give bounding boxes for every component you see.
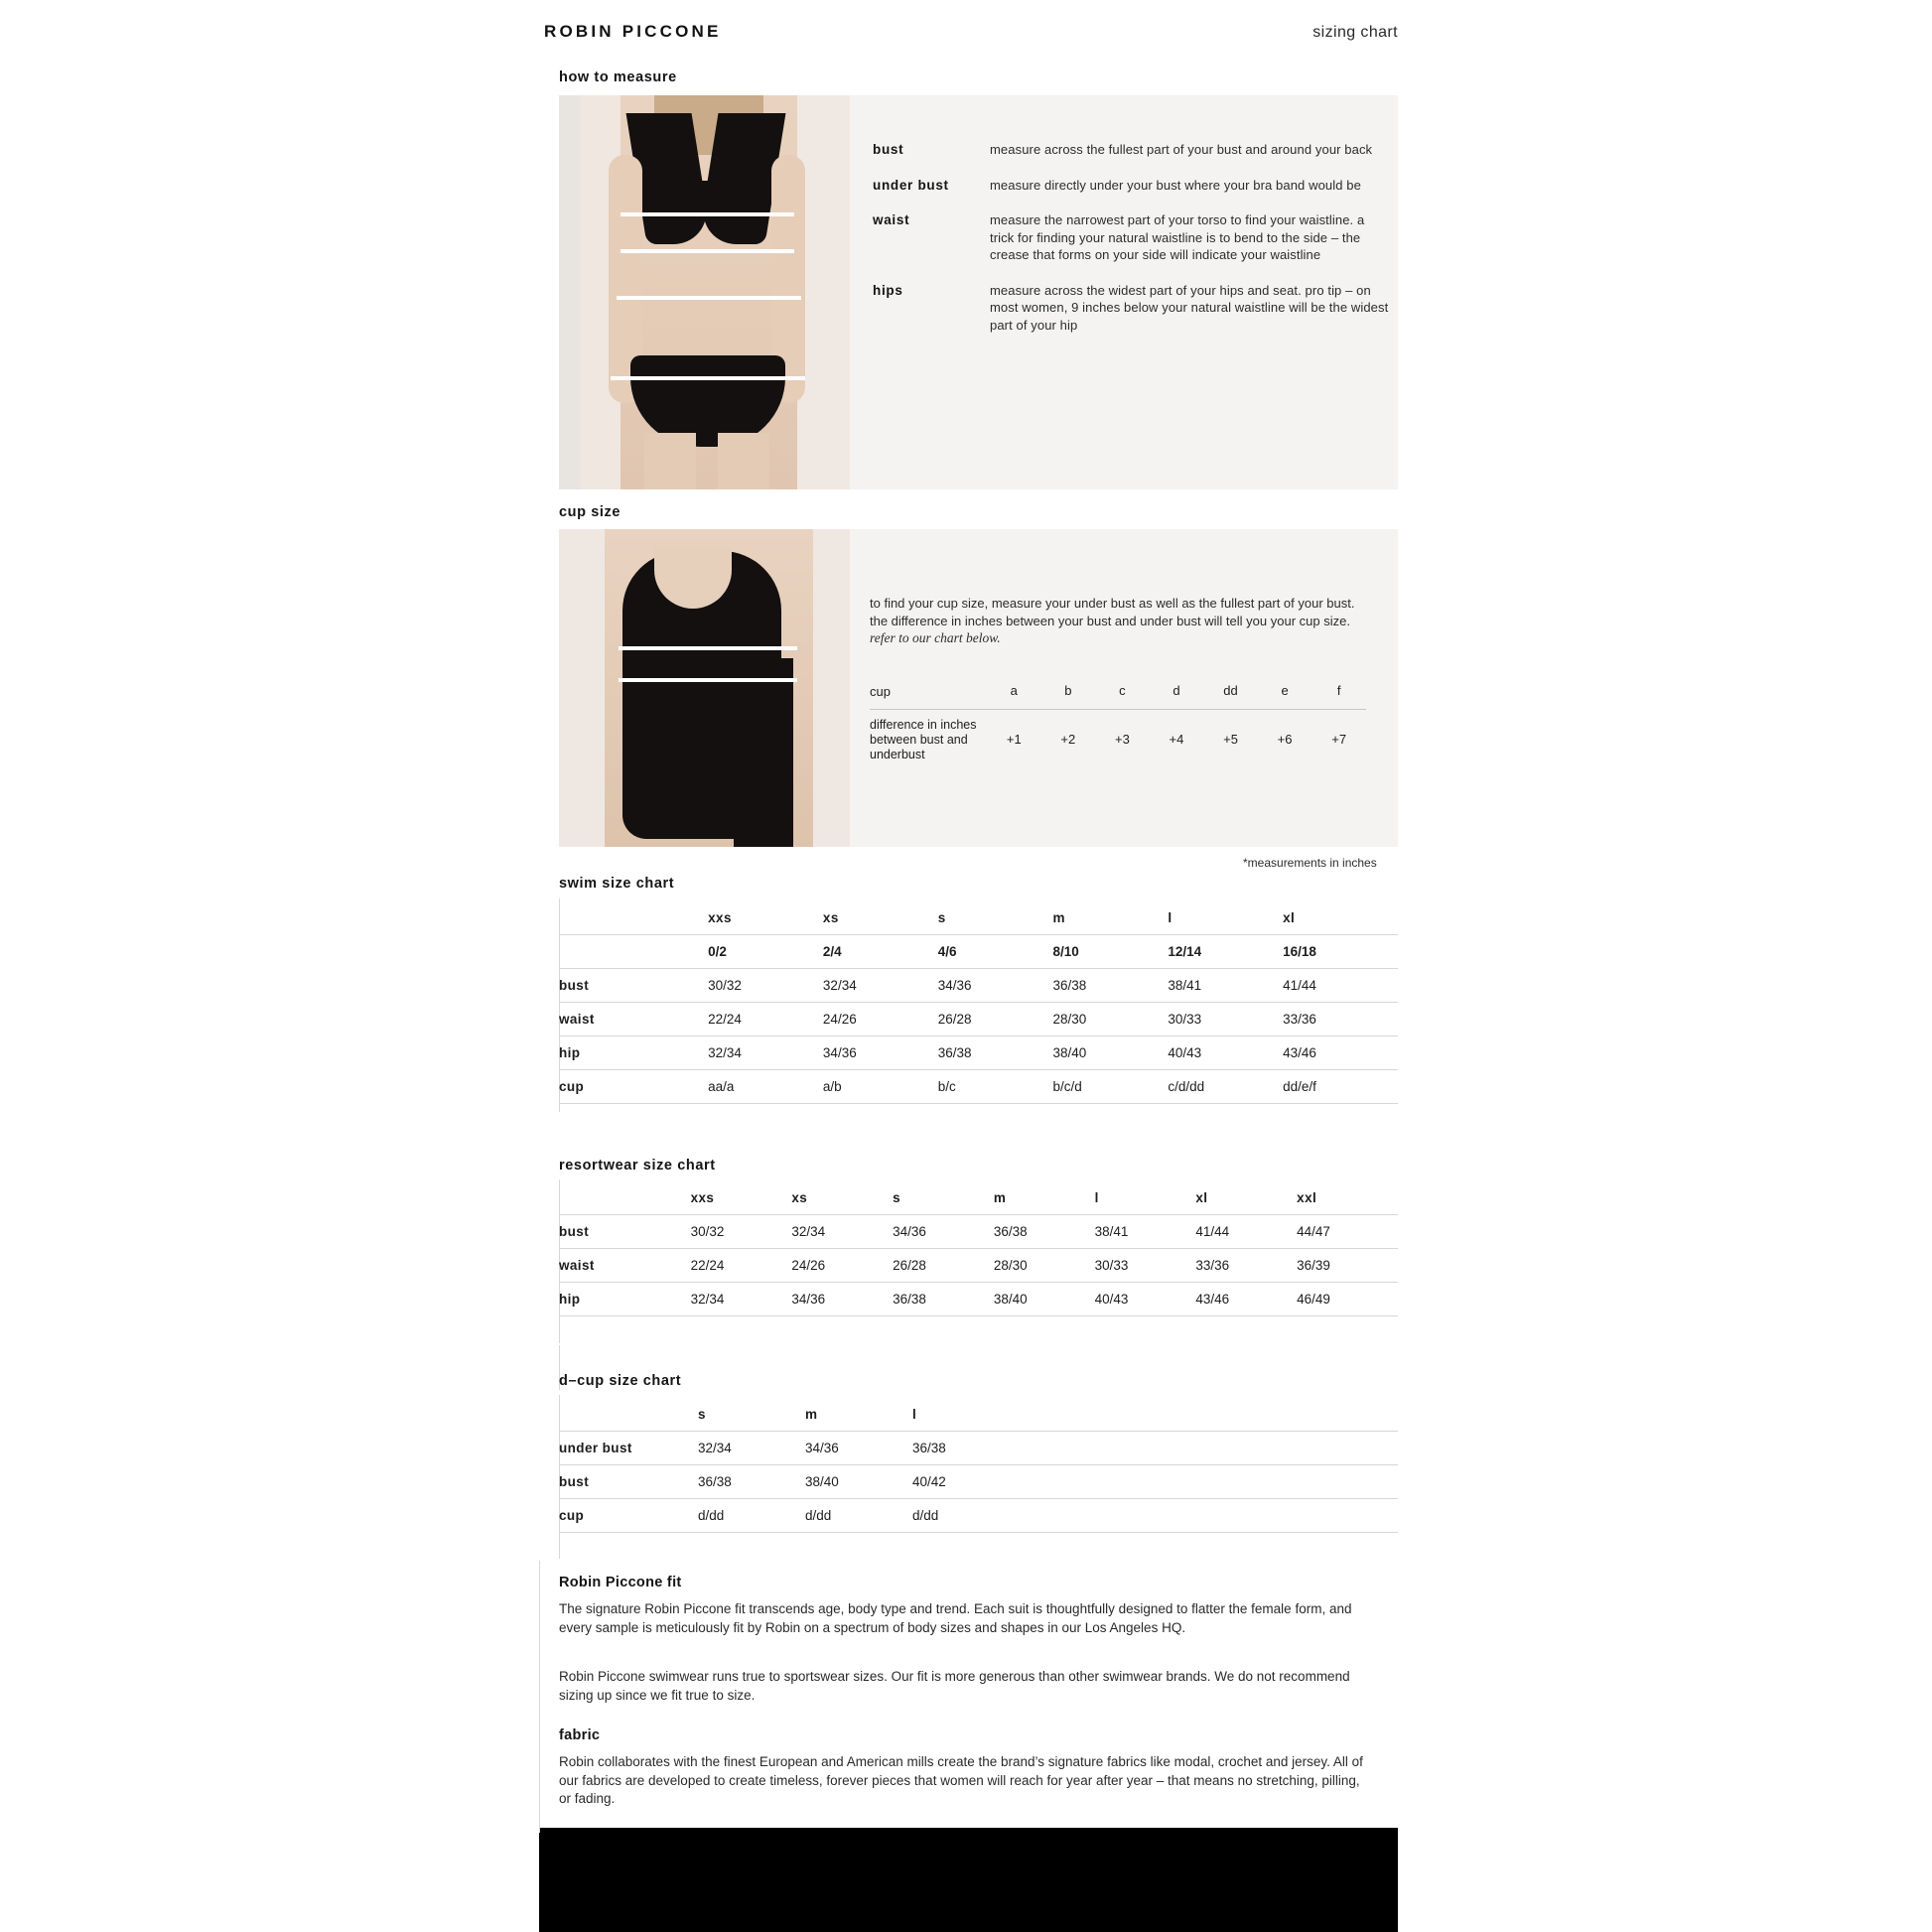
- bust-measure-line: [621, 212, 794, 216]
- cup-under-bust-measure-line: [619, 678, 797, 682]
- swim-row-label-hip: hip: [559, 1036, 708, 1070]
- resort-hip-xxs: 32/34: [691, 1283, 792, 1316]
- hips-measure-line: [611, 376, 805, 380]
- section-title-resortwear-size-chart: resortwear size chart: [559, 1158, 716, 1173]
- section-title-how-to-measure: how to measure: [559, 69, 677, 85]
- resort-size-s: s: [893, 1181, 994, 1215]
- swim-corner-cell: [559, 901, 708, 935]
- fit-section-title: Robin Piccone fit: [559, 1575, 682, 1590]
- table-row: [559, 1036, 1398, 1070]
- swim-hip-l: 40/43: [1168, 1036, 1283, 1070]
- dcup-cup-l: d/dd: [912, 1499, 1398, 1533]
- measure-row: [873, 282, 1389, 335]
- swim-hip-xl: 43/46: [1283, 1036, 1398, 1070]
- swim-size-l: l: [1168, 901, 1283, 935]
- swim-row-label-bust: bust: [559, 969, 708, 1003]
- cup-header-dd: dd: [1203, 676, 1258, 710]
- measure-label: waist: [873, 212, 910, 227]
- swim-numeric-xxs: 0/2: [708, 935, 823, 969]
- measure-desc: measure across the widest part of your hips and seat. pro tip – on most women, 9 inches below your natural waistline will be the widest part of your hip: [990, 282, 1389, 333]
- dcup-bust-m: 38/40: [805, 1465, 912, 1499]
- swim-waist-xxs: 22/24: [708, 1003, 823, 1036]
- cup-header-c: c: [1095, 676, 1150, 710]
- swim-bust-l: 38/41: [1168, 969, 1283, 1003]
- swim-cup-l: c/d/dd: [1168, 1070, 1283, 1104]
- table-row: [559, 935, 1398, 969]
- fabric-section-title: fabric: [559, 1727, 601, 1743]
- swim-numeric-s: 4/6: [938, 935, 1053, 969]
- swim-numeric-xs: 2/4: [823, 935, 938, 969]
- brand-logo: ROBIN PICCONE: [544, 22, 722, 41]
- dcup-row-label-bust: bust: [559, 1465, 698, 1499]
- swim-bust-xxs: 30/32: [708, 969, 823, 1003]
- dcup-corner-cell: [559, 1398, 698, 1432]
- waist-measure-line: [617, 296, 801, 300]
- resort-bust-s: 34/36: [893, 1215, 994, 1249]
- cup-size-instructions: [870, 595, 1366, 647]
- swim-numeric-l: 12/14: [1168, 935, 1283, 969]
- cup-diff-d: +4: [1169, 732, 1184, 747]
- dcup-under-bust-l: 36/38: [912, 1432, 1398, 1465]
- swim-hip-s: 36/38: [938, 1036, 1053, 1070]
- table-row: [559, 1465, 1398, 1499]
- cup-size-panel: [559, 529, 1398, 847]
- cup-header-label: cup: [870, 676, 987, 710]
- swim-cup-m: b/c/d: [1053, 1070, 1169, 1104]
- fit-paragraph-2: Robin Piccone swimwear runs true to sportswear sizes. Our fit is more generous than other swimwear brands. We do not recommend sizing up since we fit true to size.: [559, 1669, 1350, 1703]
- cup-diff-b: +2: [1060, 732, 1076, 747]
- resort-hip-l: 40/43: [1095, 1283, 1196, 1316]
- left-margin-rule: [539, 1561, 540, 1833]
- swim-numeric-m: 8/10: [1053, 935, 1169, 969]
- resort-bust-xxl: 44/47: [1297, 1215, 1398, 1249]
- dcup-size-l: l: [912, 1398, 1398, 1432]
- resort-corner-cell: [559, 1181, 691, 1215]
- resort-waist-xl: 33/36: [1195, 1249, 1297, 1283]
- cup-diff-a: +1: [1006, 732, 1022, 747]
- swim-row-label-cup: cup: [559, 1070, 708, 1104]
- swim-bust-m: 36/38: [1053, 969, 1169, 1003]
- table-row: [870, 676, 1366, 710]
- dcup-bust-s: 36/38: [698, 1465, 805, 1499]
- dcup-bust-l: 40/42: [912, 1465, 1398, 1499]
- swim-bust-xl: 41/44: [1283, 969, 1398, 1003]
- resort-row-label-waist: waist: [559, 1249, 691, 1283]
- measure-definitions: [873, 141, 1389, 351]
- resort-bust-xxs: 30/32: [691, 1215, 792, 1249]
- swim-bust-s: 34/36: [938, 969, 1053, 1003]
- swim-numeric-xl: 16/18: [1283, 935, 1398, 969]
- swim-hip-xs: 34/36: [823, 1036, 938, 1070]
- resort-size-xxl: xxl: [1297, 1181, 1398, 1215]
- measurements-note: *measurements in inches: [1243, 856, 1377, 870]
- cup-size-instructions-text: to find your cup size, measure your under bust as well as the fullest part of your bust. the difference in inches between your bust and under bust will tell you your cup size.: [870, 596, 1355, 628]
- measure-label: under bust: [873, 177, 949, 193]
- measure-desc: measure across the fullest part of your bust and around your back: [990, 142, 1373, 157]
- resort-size-xs: xs: [791, 1181, 893, 1215]
- measure-row: [873, 211, 1389, 264]
- swim-size-m: m: [1053, 901, 1169, 935]
- resort-waist-xxs: 22/24: [691, 1249, 792, 1283]
- dcup-cup-s: d/dd: [698, 1499, 805, 1533]
- resort-bust-xs: 32/34: [791, 1215, 893, 1249]
- dcup-row-label-under-bust: under bust: [559, 1432, 698, 1465]
- dcup-under-bust-s: 32/34: [698, 1432, 805, 1465]
- cup-header-a: a: [987, 676, 1041, 710]
- swim-size-table: [559, 901, 1398, 1104]
- cup-row-label: difference in inches between bust and underbust: [870, 718, 977, 761]
- table-row: [559, 1070, 1398, 1104]
- cup-diff-c: +3: [1114, 732, 1130, 747]
- resort-hip-xl: 43/46: [1195, 1283, 1297, 1316]
- cup-size-instructions-emphasis: refer to our chart below.: [870, 630, 1001, 645]
- table-row: [559, 1003, 1398, 1036]
- swim-cup-xl: dd/e/f: [1283, 1070, 1398, 1104]
- cup-difference-table: [870, 676, 1366, 772]
- resort-size-xxs: xxs: [691, 1181, 792, 1215]
- table-row: [559, 969, 1398, 1003]
- table-row: [559, 1181, 1398, 1215]
- cup-diff-f: +7: [1331, 732, 1347, 747]
- resort-row-label-hip: hip: [559, 1283, 691, 1316]
- table-row: [559, 1432, 1398, 1465]
- resort-waist-xs: 24/26: [791, 1249, 893, 1283]
- how-to-measure-panel: [559, 95, 1398, 489]
- cup-bust-measure-line: [619, 646, 797, 650]
- resort-hip-xxl: 46/49: [1297, 1283, 1398, 1316]
- resort-size-m: m: [994, 1181, 1095, 1215]
- resort-hip-m: 38/40: [994, 1283, 1095, 1316]
- swim-size-xxs: xxs: [708, 901, 823, 935]
- measure-label: bust: [873, 142, 904, 157]
- swim-cup-xs: a/b: [823, 1070, 938, 1104]
- swim-cup-s: b/c: [938, 1070, 1053, 1104]
- section-title-swim-size-chart: swim size chart: [559, 876, 675, 892]
- measure-row: [873, 177, 1389, 195]
- resort-waist-m: 28/30: [994, 1249, 1095, 1283]
- dcup-size-m: m: [805, 1398, 912, 1432]
- cup-size-model-photo: [559, 529, 850, 847]
- measure-desc: measure directly under your bust where your bra band would be: [990, 177, 1361, 193]
- cup-diff-e: +6: [1277, 732, 1293, 747]
- cup-header-b: b: [1041, 676, 1096, 710]
- cup-header-d: d: [1150, 676, 1204, 710]
- dcup-size-s: s: [698, 1398, 805, 1432]
- table-row: [559, 901, 1398, 935]
- measure-desc: measure the narrowest part of your torso to find your waistline. a trick for finding your natural waistline is to bend to the side – the crease that forms on your side will indicate your waistline: [990, 212, 1365, 262]
- swim-hip-xxs: 32/34: [708, 1036, 823, 1070]
- section-title-cup-size: cup size: [559, 504, 621, 520]
- dcup-cup-m: d/dd: [805, 1499, 912, 1533]
- table-row: [559, 1215, 1398, 1249]
- table-row: [559, 1398, 1398, 1432]
- swim-size-xs: xs: [823, 901, 938, 935]
- resort-hip-s: 36/38: [893, 1283, 994, 1316]
- d-cup-size-table: [559, 1398, 1398, 1533]
- swim-size-xl: xl: [1283, 901, 1398, 935]
- resort-waist-l: 30/33: [1095, 1249, 1196, 1283]
- resort-size-l: l: [1095, 1181, 1196, 1215]
- fit-paragraph-1: The signature Robin Piccone fit transcends age, body type and trend. Each suit is thoughtfully designed to flatter the female form, and every sample is meticulously fit by Robin on a spectrum of body sizes and shapes in our Los Angeles HQ.: [559, 1601, 1352, 1635]
- resort-waist-xxl: 36/39: [1297, 1249, 1398, 1283]
- table-row: [870, 710, 1366, 773]
- resort-hip-xs: 34/36: [791, 1283, 893, 1316]
- swim-row-label-waist: waist: [559, 1003, 708, 1036]
- resort-bust-l: 38/41: [1095, 1215, 1196, 1249]
- resort-waist-s: 26/28: [893, 1249, 994, 1283]
- swim-waist-xl: 33/36: [1283, 1003, 1398, 1036]
- swim-waist-s: 26/28: [938, 1003, 1053, 1036]
- swim-waist-xs: 24/26: [823, 1003, 938, 1036]
- section-title-d-cup-size-chart: d–cup size chart: [559, 1373, 682, 1389]
- resort-bust-m: 36/38: [994, 1215, 1095, 1249]
- resort-bust-xl: 41/44: [1195, 1215, 1297, 1249]
- dcup-under-bust-m: 34/36: [805, 1432, 912, 1465]
- resortwear-size-table: [559, 1181, 1398, 1316]
- measure-label: hips: [873, 282, 903, 298]
- cup-header-e: e: [1258, 676, 1312, 710]
- measure-row: [873, 141, 1389, 159]
- swim-numeric-corner: [559, 935, 708, 969]
- table-row: [559, 1499, 1398, 1533]
- swim-waist-m: 28/30: [1053, 1003, 1169, 1036]
- resort-row-label-bust: bust: [559, 1215, 691, 1249]
- page-title: sizing chart: [1312, 24, 1398, 41]
- swim-hip-m: 38/40: [1053, 1036, 1169, 1070]
- fabric-paragraph-1: Robin collaborates with the finest European and American mills create the brand’s signature fabrics like modal, crochet and jersey. All of our fabrics are developed to create timeless, forever pieces that women will reach for year after year – that means no stretching, pilling, or fading.: [559, 1754, 1363, 1806]
- cup-header-f: f: [1311, 676, 1366, 710]
- cup-diff-dd: +5: [1223, 732, 1238, 747]
- swim-size-s: s: [938, 901, 1053, 935]
- under-bust-measure-line: [621, 249, 794, 253]
- swim-waist-l: 30/33: [1168, 1003, 1283, 1036]
- page-header: [544, 22, 1398, 42]
- footer-bar: [539, 1828, 1398, 1932]
- measure-model-photo: [559, 95, 850, 489]
- dcup-row-label-cup: cup: [559, 1499, 698, 1533]
- table-row: [559, 1249, 1398, 1283]
- table-row: [559, 1283, 1398, 1316]
- resort-size-xl: xl: [1195, 1181, 1297, 1215]
- swim-cup-xxs: aa/a: [708, 1070, 823, 1104]
- swim-bust-xs: 32/34: [823, 969, 938, 1003]
